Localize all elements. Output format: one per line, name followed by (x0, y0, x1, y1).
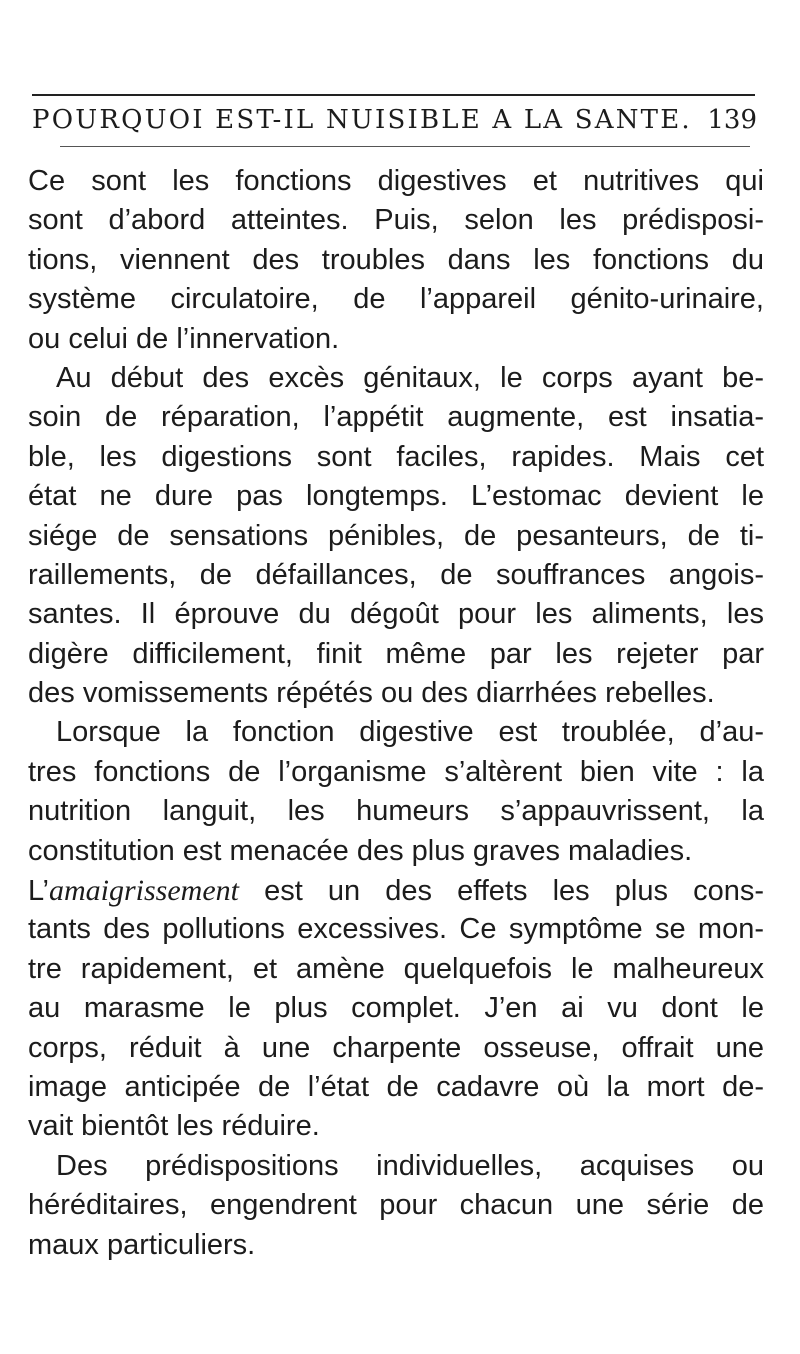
body-text (28, 162, 764, 1265)
running-title: POURQUOI EST-IL NUISIBLE A LA SANTE. (32, 105, 692, 135)
text-line: nutrition languit, les humeurs s’appauvrissent, la (28, 795, 764, 828)
text-line: vait bientôt les réduire. (28, 1110, 320, 1143)
header-rule-bottom (60, 146, 750, 147)
emphasis-term: amaigrissement (48, 874, 239, 908)
text-line: état ne dure pas longtemps. L’estomac devient le (28, 480, 764, 513)
text-line: soin de réparation, l’appétit augmente, est insatia- (28, 401, 764, 434)
text-line: santes. Il éprouve du dégoût pour les aliments, les (28, 598, 764, 631)
text-line: des vomissements répétés ou des diarrhées rebelles. (28, 677, 715, 710)
text-fragment: L’ (28, 875, 49, 908)
text-line: digère difficilement, finit même par les rejeter par (28, 637, 764, 670)
page-number: 139 (707, 105, 757, 135)
text-line: héréditaires, engendrent pour chacun une série de (28, 1189, 764, 1222)
text-line: tres fonctions de l’organisme s’altèrent bien vite : la (28, 755, 764, 788)
text-fragment: est un des effets les plus cons- (238, 875, 764, 908)
text-line: raillements, de défaillances, de souffrances angois- (28, 558, 764, 591)
text-line: tre rapidement, et amène quelquefois le malheureux (28, 952, 764, 985)
text-line: Au début des excès génitaux, le corps ayant be- (56, 361, 764, 394)
header-rule-top (32, 94, 755, 96)
text-line: maux particuliers. (28, 1228, 256, 1261)
text-line: ou celui de l’innervation. (28, 322, 340, 355)
text-line: Des prédispositions individuelles, acquises ou (56, 1149, 764, 1182)
text-line: corps, réduit à une charpente osseuse, offrait une (28, 1031, 764, 1064)
text-line: constitution est menacée des plus graves maladies. (28, 834, 693, 867)
text-line: sont d’abord atteintes. Puis, selon les prédisposi- (28, 204, 764, 237)
text-line: Ce sont les fonctions digestives et nutritives qui (28, 165, 764, 197)
running-head (32, 102, 757, 138)
text-line: au marasme le plus complet. J’en ai vu dont le (28, 992, 764, 1025)
text-line: image anticipée de l’état de cadavre où la mort de- (28, 1070, 764, 1103)
text-line: siége de sensations pénibles, de pesanteurs, de ti- (28, 519, 764, 552)
text-line (28, 871, 764, 910)
text-line: système circulatoire, de l’appareil génito-urinaire, (28, 283, 764, 316)
text-line: Lorsque la fonction digestive est troublée, d’au- (56, 716, 764, 749)
text-line: ble, les digestions sont faciles, rapides. Mais cet (28, 440, 764, 473)
text-line: tants des pollutions excessives. Ce symptôme se mon- (28, 913, 764, 946)
text-line: tions, viennent des troubles dans les fonctions du (28, 243, 764, 276)
